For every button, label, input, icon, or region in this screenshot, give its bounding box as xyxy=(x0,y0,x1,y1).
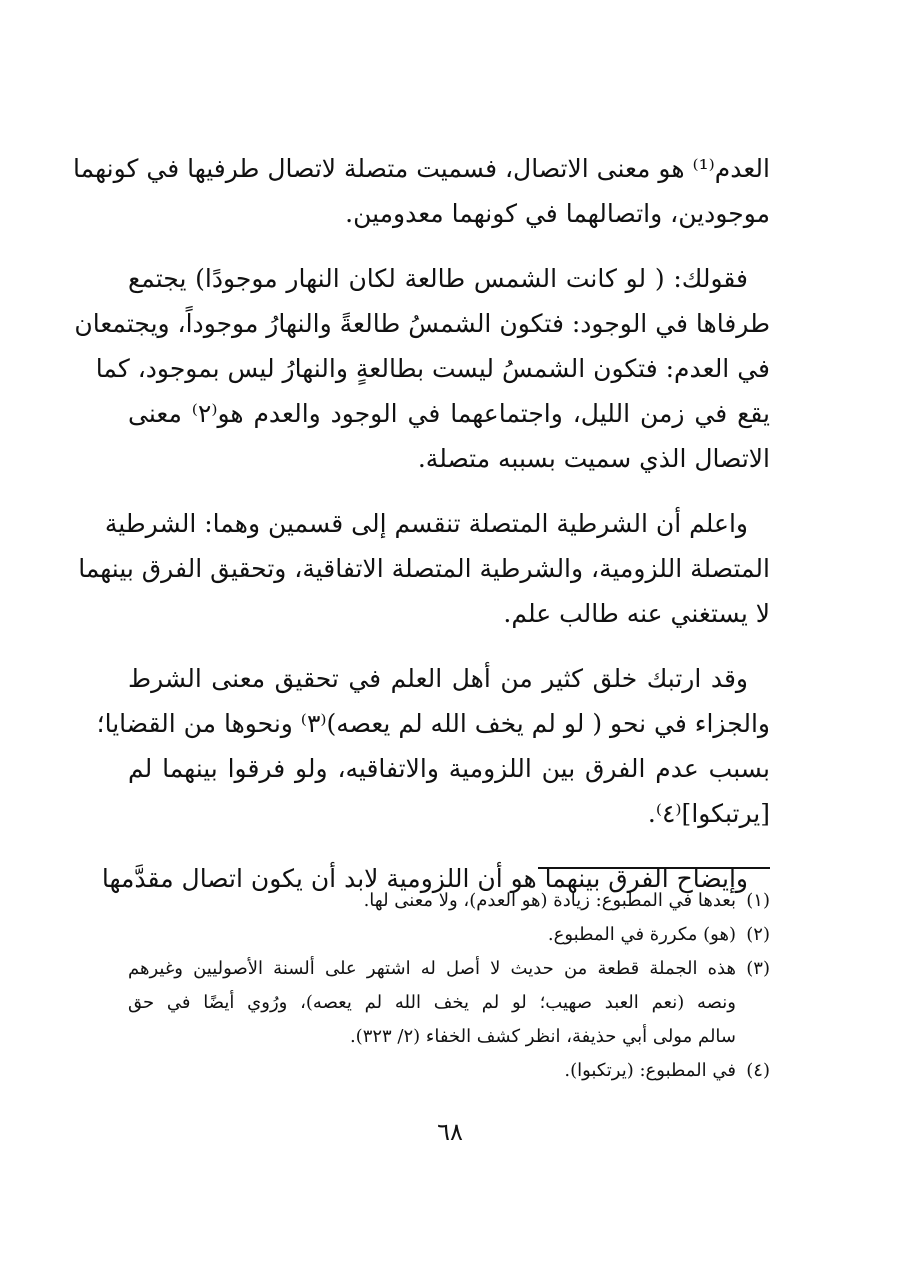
footnote-item xyxy=(128,1054,770,1088)
text-line: وقد ارتبك خلق كثير من أهل العلم في تحقيق معنى الشرط xyxy=(128,664,748,693)
text-line: الاتصال الذي سميت بسببه متصلة. xyxy=(417,444,770,473)
footnote-body xyxy=(128,952,736,1054)
footnote-number: (٢) xyxy=(746,924,770,945)
text-line: واعلم أن الشرطية المتصلة تنقسم إلى قسمين وهما: الشرطية xyxy=(104,509,748,538)
footnote-item xyxy=(128,918,770,952)
footnote-line: في المطبوع: (يرتكبوا). xyxy=(564,1060,736,1081)
footnote-body xyxy=(128,884,736,918)
footnote-body xyxy=(128,1054,736,1088)
text-line: بسبب عدم الفرق بين اللزومية والاتفاقيه، ولو فرقوا بينهما لم xyxy=(128,754,770,783)
footnote-number: (٤) xyxy=(746,1060,770,1081)
footnote-number: (١) xyxy=(746,890,770,911)
text-line: المتصلة اللزومية، والشرطية المتصلة الاتفاقية، وتحقيق الفرق بينهما xyxy=(78,554,770,583)
footnote-line: ونصه (نعم العبد صهيب؛ لو لم يخف الله لم يعصه)، ورُوي أيضًا في حق xyxy=(128,992,736,1013)
footnote-line: سالم مولى أبي حذيفة، انظر كشف الخفاء (٢/ ٣٢٣). xyxy=(349,1026,736,1047)
text-line: لا يستغني عنه طالب علم. xyxy=(503,599,770,628)
text-line: العدم⁽¹⁾ هو معنى الاتصال، فسميت متصلة لاتصال طرفيها في كونهما xyxy=(73,154,770,183)
text-line: في العدم: فتكون الشمسُ ليست بطالعةٍ والنهارُ ليس بموجود، كما xyxy=(95,354,770,383)
footnotes xyxy=(128,884,770,1088)
text-line: موجودين، واتصالهما في كونهما معدومين. xyxy=(345,199,770,228)
page-number: ٦٨ xyxy=(437,1118,463,1146)
footnote-separator xyxy=(538,867,770,869)
text-line: فقولك: ( لو كانت الشمس طالعة لكان النهار موجودًا) يجتمع xyxy=(128,264,748,293)
main-text xyxy=(73,146,770,901)
text-line: والجزاء في نحو ( لو لم يخف الله لم يعصه)⁽٣⁾ ونحوها من القضايا؛ xyxy=(96,709,770,738)
footnote-item xyxy=(128,884,770,918)
footnote-item xyxy=(128,952,770,1054)
footnote-line: هذه الجملة قطعة من حديث لا أصل له اشتهر على ألسنة الأصوليين وغيرهم xyxy=(128,958,736,979)
footnote-line: (هو) مكررة في المطبوع. xyxy=(547,924,736,945)
text-line: وإيضاح الفرق بينهما هو أن اللزومية لابد أن يكون اتصال مقدَّمها xyxy=(101,864,748,893)
text-line: يقع في زمن الليل، واجتماعهما في الوجود والعدم هو⁽٢⁾ معنى xyxy=(128,399,770,428)
footnote-line: بعدها في المطبوع: زيادة (هو العدم)، ولا معنى لها. xyxy=(363,890,736,911)
text-line: [يرتبكوا]⁽٤⁾. xyxy=(647,799,770,828)
footnote-number: (٣) xyxy=(746,958,770,979)
text-line: طرفاها في الوجود: فتكون الشمسُ طالعةً والنهارُ موجوداً، ويجتمعان xyxy=(74,309,770,338)
footnote-body xyxy=(128,918,736,952)
